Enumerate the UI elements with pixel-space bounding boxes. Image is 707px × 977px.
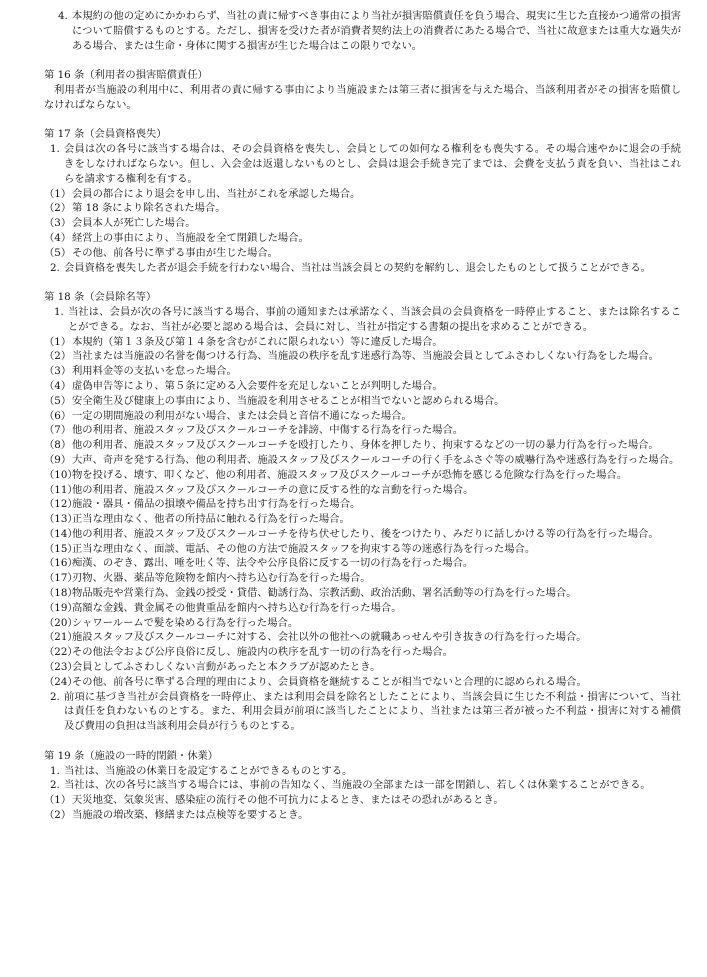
sub-item-text: 物を投げる、壊す、叩くなど、他の利用者、施設スタッフ及びスクールコーチが恐怖を感じる危険な行為を行った場合。 [72,468,627,481]
sub-item-number: （5） [44,394,72,407]
item-number: 4. [58,10,68,22]
sub-item [44,616,681,631]
sub-item-text: 正当な理由なく、他者の所持品に触れる行為を行った場合。 [72,513,350,526]
sub-item [44,231,681,246]
sub-item [44,335,681,350]
sub-item [44,438,681,453]
sub-item-number: （2） [44,350,72,363]
sub-item-number: （1） [44,335,72,348]
sub-item-number: （3） [44,365,72,378]
sub-item-text: 高額な金銭、貴金属その他貴重品を館内へ持ち込む行為を行った場合。 [72,601,402,614]
sub-item-text: 施設・器具・備品の損壊や備品を持ち出す行為を行った場合。 [72,498,361,511]
sub-item-number: （4） [44,379,72,392]
sub-item [44,483,681,498]
item-text: 前項に基づき当社が会員資格を一時停止、または利用会員を除名としたことにより、当該会員に生じた不利益・損害について、当社は責任を負わないものとする。また、利用会員が前項に該当したことにより、当社または第三者が被った不利益・損害に対する補償及び費用の負担は当該利用会員が行うものとする。 [64,690,681,733]
item-number: 1. [50,143,60,156]
sub-item-list [44,335,681,690]
sub-item-number: （3） [44,217,72,230]
sub-item-number: （19） [44,601,78,614]
sub-item [44,675,681,690]
sub-item-text: 他の利用者、施設スタッフ及びスクールコーチを殴打したり、身体を押したり、拘束するなどの一切の暴力行為を行った場合。 [72,439,659,452]
sub-item-number: （6） [44,409,72,422]
item-text: 会員は次の各号に該当する場合は、その会員資格を喪失し、会員としての如何なる権利をも喪失する。その場合速やかに退会の手続きをしなければならない。但し、入会金は返還しないものとし、会員は退会手続き完了までは、会費を支払う責を負い、当社はこれらを請求する権利を有する。 [64,143,681,185]
sub-item-text: 経営上の事由により、当施設を全て閉鎖した場合。 [72,231,309,244]
sub-item-number: （1） [44,794,72,807]
sub-item [44,497,681,512]
sub-item [44,601,681,616]
sub-item-number: （21） [44,631,78,644]
article-item [50,778,681,793]
sub-item [44,793,681,808]
item-text: 当社は、次の各号に該当する場合には、事前の告知なく、当施設の全部または一部を閉鎖し、若しくは休業することができる。 [64,779,651,792]
item-text: 当社は、会員が次の各号に該当する場合、事前の通知または承諾なく、当該会員の会員資格を一時停止すること、または除名することができる。なお、当社が必要と認める場合は、会員に対し、当社が指定する書類の提出を求めることができる。 [68,305,681,333]
sub-item-text: 刃物、火器、薬品等危険物を館内へ持ち込む行為を行った場合。 [72,572,371,585]
sub-item-text: 会員本人が死亡した場合。 [72,217,196,230]
sub-item-list [44,793,681,823]
sub-item-text: 正当な理由なく、面談、電話、その他の方法で施設スタッフを拘束する等の迷惑行為を行った場合。 [72,542,536,555]
sub-item-text: 当社または当施設の名誉を傷つける行為、当施設の秩序を乱す迷惑行為等、当施設会員としてふさわしくない行為をした場合。 [72,350,659,363]
article-item [50,764,681,779]
sub-item [44,556,681,571]
sub-item-number: （1） [44,187,72,200]
sub-item-number: （23） [44,661,78,674]
sub-item-text: 第 18 条により除名された場合。 [72,202,226,215]
sub-item-text: 一定の期間施設の利用がない場合、または会員と音信不通になった場合。 [72,409,412,422]
item-number: 2. [50,690,60,703]
sub-item [44,645,681,660]
sub-item [44,216,681,231]
sub-item-number: （12） [44,498,78,511]
sub-item [44,187,681,202]
sub-item-text: 安全衛生及び健康上の事由により、当施設を利用させることが相当でないと認められる場合。 [72,394,505,407]
sub-item [44,394,681,409]
article-heading: 第 16 条（利用者の損害賠償責任） [44,69,208,82]
sub-item-number: （5） [44,246,72,259]
sub-item-text: 他の利用者、施設スタッフ及びスクールコーチの意に反する性的な言動を行った場合。 [72,483,474,496]
sub-item-text: 会員の都合により退会を申し出、当社がこれを承認した場合。 [72,187,361,200]
sub-item-text: その他法令および公序良俗に反し、施設内の秩序を乱す一切の行為を行った場合。 [72,646,453,659]
sub-item-text: 会員としてふさわしくない言動があったと本クラブが認めたとき。 [72,661,381,674]
article-heading: 第 18 条（会員除名等） [44,291,157,304]
sub-item-text: 当施設の増改築、修繕または点検等を要するとき。 [72,809,309,822]
sub-item-number: （17） [44,572,78,585]
sub-item-text: その他、前各号に準ずる事由が生じた場合。 [72,246,278,259]
article-item [50,690,681,734]
sub-item [44,571,681,586]
sub-item [44,349,681,364]
sub-item-text: 他の利用者、施設スタッフ及びスクールコーチを誹謗、中傷する行為を行った場合。 [72,424,464,437]
sub-item-text: 施設スタッフ及びスクールコーチに対する、会社以外の他社への就職あっせんや引き抜きの行為を行った場合。 [72,631,587,644]
sub-item-text: シャワールームで髪を染める行為を行った場合。 [72,616,299,629]
sub-item-number: （20） [44,616,78,629]
sub-item-number: （8） [44,439,72,452]
sub-item [44,808,681,823]
sub-item-number: （11） [44,483,78,496]
sub-item-number: （13） [44,513,78,526]
sub-item-text: 物品販売や営業行為、金銭の授受・貸借、勧誘行為、宗教活動、政治活動、署名活動等の行為を行った場合。 [72,587,577,600]
item-text: 当社は、当施設の休業日を設定することができるものとする。 [64,764,353,777]
item-text: 本規約の他の定めにかかわらず、当社の責に帰すべき事由により当社が損害賠償責任を負う場合、現実に生じた直接かつ通常の損害について賠償するものとする。ただし、損害を受けた者が消費者契約法上の消費者にあたる場合で、当社に故意または重大な過失がある場合、または生命・身体に関する損害が生じた場合はこの限りでない。 [72,10,681,52]
article-item [58,9,681,53]
sub-item-number: （4） [44,231,72,244]
sub-item-number: （15） [44,542,78,555]
sub-item-text: 本規約（第１３条及び第１４条を含むがこれに限られない）等に違反した場合。 [72,335,443,348]
article-body: 利用者が当施設の利用中に、利用者の責に帰する事由により当施設または第三者に損害を与えた場合、当該利用者がその損害を賠償しなければならない。 [44,83,681,111]
sub-item [44,586,681,601]
sub-item [44,453,681,468]
article-item [50,142,681,186]
sub-item-text: 虚偽申告等により、第５条に定める入会要件を充足しないことが判明した場合。 [72,379,443,392]
item-number: 1. [50,764,60,777]
sub-item [44,364,681,379]
sub-item-number: （24） [44,675,78,688]
sub-item [44,409,681,424]
article-heading: 第 17 条（会員資格喪失） [44,128,167,141]
sub-item-text: 天災地変、気象災害、感染症の流行その他不可抗力によるとき、またはその恐れがあるとき。 [72,794,504,807]
sub-item-text: 利用料金等の支払いを怠った場合。 [72,365,237,378]
sub-item-number: （10） [44,468,78,481]
sub-item-number: （2） [44,809,72,822]
sub-item-number: （18） [44,587,78,600]
sub-item [44,468,681,483]
sub-item-number: （16） [44,557,78,570]
sub-item [44,512,681,527]
sub-item [44,630,681,645]
sub-item [44,379,681,394]
article-item [54,305,681,335]
sub-item-number: （14） [44,527,78,540]
article-item [50,261,681,276]
sub-item [44,660,681,675]
item-number: 2. [50,261,60,274]
sub-item-text: 他の利用者、施設スタッフ及びスクールコーチを待ち伏せしたり、後をつけたり、みだりに話しかける等の行為を行った場合。 [72,527,659,540]
sub-item-number: （22） [44,646,78,659]
sub-item-text: 痴漢、のぞき、露出、唾を吐く等、法令や公序良俗に反する一切の行為を行った場合。 [72,557,474,570]
sub-item [44,423,681,438]
sub-item [44,246,681,261]
sub-item [44,542,681,557]
item-text: 会員資格を喪失した者が退会手続を行わない場合、当社は当該会員との契約を解約し、退会したものとして扱うことができる。 [64,261,651,274]
sub-item [44,527,681,542]
sub-item-text: 大声、奇声を発する行為、他の利用者、施設スタッフ及びスクールコーチの行く手をふさぐ等の威嚇行為や迷惑行為を行った場合。 [72,453,680,466]
item-number: 1. [54,305,64,318]
sub-item-number: （2） [44,202,72,215]
item-number: 2. [50,779,60,792]
sub-item-list [44,187,681,261]
sub-item [44,201,681,216]
article-heading: 第 19 条（施設の一時的閉鎖・休業） [44,749,219,762]
sub-item-number: （7） [44,424,72,437]
sub-item-number: （9） [44,453,72,466]
sub-item-text: その他、前各号に準ずる合理的理由により、会員資格を継続することが相当でないと合理的に認められる場合。 [72,675,587,688]
